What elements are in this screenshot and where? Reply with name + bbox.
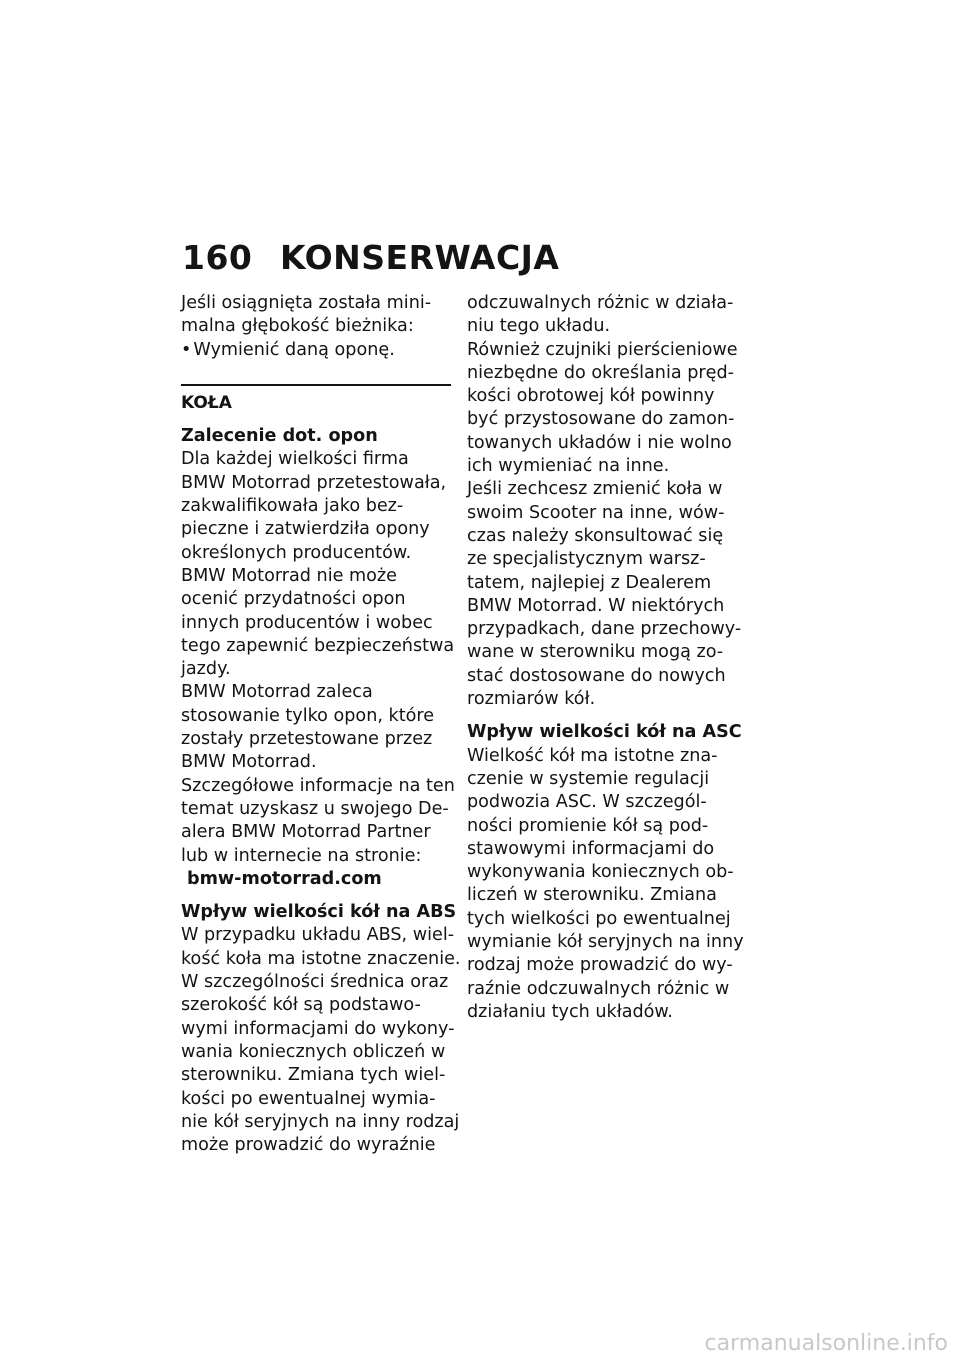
text-line: szerokość kół są podstawo-: [181, 995, 421, 1016]
text-line: stosowanie tylko opon, które: [181, 705, 435, 726]
text-line: kości po ewentualnej wymia-: [181, 1088, 436, 1109]
text-line: być przystosowane do zamon-: [467, 409, 735, 430]
left-column: [181, 292, 461, 1157]
intro-paragraph: [181, 292, 451, 362]
text-line: Jeśli osiągnięta została mini-: [181, 293, 432, 313]
page-number: 160: [182, 238, 253, 277]
text-line: ności promienie kół są pod-: [467, 815, 709, 836]
text-line: temat uzyskasz u swojego De-: [181, 798, 449, 819]
text-line: liczeń w sterowniku. Zmiana: [467, 885, 717, 906]
text-line: rodzaj może prowadzić do wy-: [467, 955, 733, 976]
paragraph: [467, 339, 737, 479]
text-line: tych wielkości po ewentualnej: [467, 908, 731, 929]
text-line: ze specjalistycznym warsz-: [467, 549, 706, 570]
text-line: ich wymieniać na inne.: [467, 456, 670, 477]
text-line: Wielkość kół ma istotne zna-: [467, 745, 718, 766]
page-header: [182, 238, 559, 277]
text-line: działaniu tych układów.: [467, 1001, 673, 1022]
text-line: niezbędne do określania pręd-: [467, 362, 734, 383]
paragraph: [181, 448, 455, 681]
text-line: tatem, najlepiej z Dealerem: [467, 572, 712, 593]
subheading-tire-recommendation: Zalecenie dot. opon: [181, 426, 378, 447]
text-line: BMW Motorrad.: [181, 752, 317, 773]
section-title: KOŁA: [181, 392, 232, 413]
text-line: alera BMW Motorrad Partner: [181, 822, 431, 843]
watermark-text: carmanualsonline.info: [704, 1331, 948, 1356]
text-line: wymianie kół seryjnych na inny: [467, 932, 744, 953]
text-line: stać dostosowane do nowych: [467, 665, 726, 686]
text-line: zostały przetestowane przez: [181, 729, 433, 750]
subheading-asc: Wpływ wielkości kół na ASC: [467, 722, 742, 743]
text-line: podwozia ASC. W szczegól-: [467, 792, 707, 813]
text-line: BMW Motorrad zaleca: [181, 682, 373, 703]
text-line: wania koniecznych obliczeń w: [181, 1041, 446, 1062]
text-line: czas należy skonsultować się: [467, 525, 724, 546]
paragraph: [181, 681, 451, 774]
text-line: malna głębokość bieżnika:: [181, 316, 414, 337]
text-line: pieczne i zatwierdziła opony: [181, 519, 430, 540]
text-line: kość koła ma istotne znaczenie.: [181, 948, 461, 969]
text-line: W szczególności średnica oraz: [181, 972, 449, 993]
text-line: W przypadku układu ABS, wiel-: [181, 925, 455, 946]
right-column: [467, 292, 744, 1024]
text-line: określonych producentów.: [181, 542, 412, 563]
paragraph: [467, 292, 737, 339]
bullet-item: • Wymienić daną oponę.: [181, 339, 451, 362]
text-line: towanych układów i nie wolno: [467, 432, 732, 453]
text-line: wykonywania koniecznych ob-: [467, 862, 734, 883]
text-line: Jeśli zechcesz zmienić koła w: [467, 479, 723, 500]
text-line: niu tego układu.: [467, 316, 611, 337]
text-line: wane w sterowniku mogą zo-: [467, 642, 724, 663]
paragraph: [467, 478, 742, 711]
text-line: nie kół seryjnych na inny rodzaj: [181, 1111, 460, 1132]
text-line: swoim Scooter na inne, wów-: [467, 502, 725, 523]
website-link[interactable]: bmw-motorrad.com: [187, 868, 382, 889]
text-line: rozmiarów kół.: [467, 689, 596, 710]
subheading-abs: Wpływ wielkości kół na ABS: [181, 902, 457, 923]
text-line: BMW Motorrad przetestowała,: [181, 472, 447, 493]
text-line: Również czujniki pierścieniowe: [467, 339, 738, 360]
text-line: BMW Motorrad. W niektórych: [467, 595, 725, 616]
chapter-title: KONSERWACJA: [280, 238, 560, 277]
text-line: ocenić przydatności opon: [181, 589, 406, 610]
text-line: raźnie odczuwalnych różnic w: [467, 978, 730, 999]
text-line: czenie w systemie regulacji: [467, 768, 710, 789]
text-line: kości obrotowej kół powinny: [467, 386, 715, 407]
paragraph: [181, 924, 461, 1157]
text-line: innych producentów i wobec: [181, 612, 433, 633]
section-divider: [181, 384, 451, 386]
text-line: odczuwalnych różnic w działa-: [467, 293, 734, 313]
text-line: zakwalifikowała jako bez-: [181, 496, 404, 517]
text-line: przypadkach, dane przechowy-: [467, 619, 742, 640]
text-line: sterowniku. Zmiana tych wiel-: [181, 1065, 446, 1086]
text-line: stawowymi informacjami do: [467, 838, 715, 859]
text-line: Dla każdej wielkości firma: [181, 449, 409, 470]
text-line: wymi informacjami do wykony-: [181, 1018, 455, 1039]
paragraph: [181, 775, 455, 891]
text-line: BMW Motorrad nie może: [181, 565, 397, 586]
paragraph: [467, 745, 744, 1025]
text-line: Szczegółowe informacje na ten: [181, 775, 455, 796]
text-line: lub w internecie na stronie:: [181, 845, 422, 866]
text-line: jazdy.: [181, 659, 231, 680]
text-line: może prowadzić do wyraźnie: [181, 1135, 436, 1156]
text-line: tego zapewnić bezpieczeństwa: [181, 635, 455, 656]
